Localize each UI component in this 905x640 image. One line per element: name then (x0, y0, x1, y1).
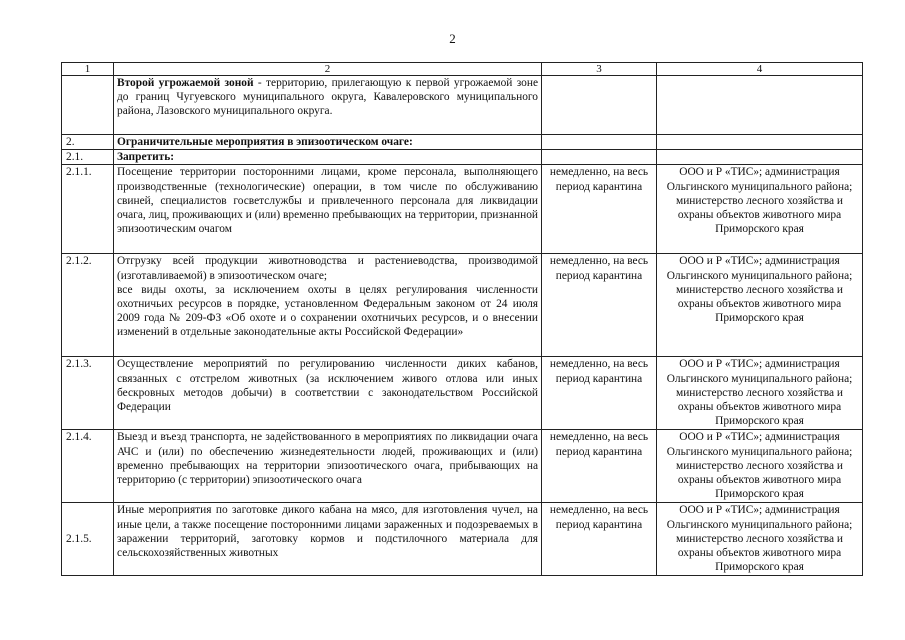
measures-table (61, 62, 863, 576)
table-row (62, 76, 863, 135)
measure-text-part1: Отгрузку всей продукции животноводства и растениеводства, производимой (изготавливаемой) в эпизоотическом очаге; (117, 255, 538, 282)
row-number: 2.1.5. (62, 503, 114, 576)
measure-text: Выезд и въезд транспорта, не задействованного в мероприятиях по ликвидации очага АЧС и (или) по обеспечению жизнедеятельности людей, проживающих и (или) временно пребывающих на территории эпизоотического очага, прибывающих на территорию (с территории) эпизоотического очага (114, 430, 542, 503)
responsible-text: ООО и Р «ТИС»; администрация Ольгинского муниципального района; министерство лесного хозяйства и охраны объектов животного мира Приморского края (657, 357, 863, 430)
measure-text: Иные мероприятия по заготовке дикого кабана на мясо, для изготовления чучел, на иные цели, а также посещение посторонними лицами зараженных и подозреваемых в заражении территорий, заготовку кормов и подстилочного материала для сельскохозяйственных животных (114, 503, 542, 576)
responsible-text: ООО и Р «ТИС»; администрация Ольгинского муниципального района; министерство лесного хозяйства и охраны объектов животного мира Приморского края (657, 254, 863, 357)
measure-text (114, 254, 542, 357)
row-number: 2.1. (62, 150, 114, 165)
header-col-3: 3 (542, 63, 657, 76)
header-col-1: 1 (62, 63, 114, 76)
table-row (62, 165, 863, 254)
row-number: 2.1.4. (62, 430, 114, 503)
table-row (62, 135, 863, 150)
term-text: немедленно, на весь период карантина (542, 254, 657, 357)
responsible-text: ООО и Р «ТИС»; администрация Ольгинского муниципального района; министерство лесного хозяйства и охраны объектов животного мира Приморского края (657, 503, 863, 576)
measure-text: Осуществление мероприятий по регулированию численности диких кабанов, связанных с отстрелом животных (за исключением живого отлова или иных бескровных методов добычи) в соответствии с законодательством Российской Федерации (114, 357, 542, 430)
term-text: немедленно, на весь период карантина (542, 357, 657, 430)
subsection-title: Запретить: (114, 150, 542, 165)
responsible-text: ООО и Р «ТИС»; администрация Ольгинского муниципального района; министерство лесного хозяйства и охраны объектов животного мира Приморского края (657, 165, 863, 254)
row-number: 2. (62, 135, 114, 150)
page-number: 2 (449, 31, 456, 46)
table-row (62, 357, 863, 430)
second-zone-text: - территорию, прилегающую к первой угрожаемой зоне до границ Чугуевского муниципального округа, Кавалеровского муниципального района, Лазовского муниципального округа. (117, 77, 538, 118)
header-col-4: 4 (657, 63, 863, 76)
term-text: немедленно, на весь период карантина (542, 165, 657, 254)
table-header-row (62, 63, 863, 76)
measure-text: Посещение территории посторонними лицами, кроме персонала, выполняющего производственные (технологические) операции, в том числе по обслуживанию свиней, специалистов госветслужбы и привлеченного персонала для ликвидации очага, лиц, проживающих и (или) временно пребывающих на территории, признанной эпизоотическим очагом (114, 165, 542, 254)
row-number: 2.1.3. (62, 357, 114, 430)
row-number: 2.1.2. (62, 254, 114, 357)
table-row (62, 503, 863, 576)
table-row (62, 254, 863, 357)
section-title: Ограничительные мероприятия в эпизоотическом очаге: (114, 135, 542, 150)
measure-text-part2: все виды охоты, за исключением охоты в целях регулирования численности охотничьих ресурсов в порядке, установленном Федеральным законом от 24 июля 2009 года № 209-ФЗ «Об охоте и о сохранении охотничьих ресурсов, и о внесении изменений в отдельные законодательные акты Российской Федерации» (117, 283, 538, 339)
row-number: 2.1.1. (62, 165, 114, 254)
table-row (62, 150, 863, 165)
second-zone-term: Второй угрожаемой зоной (117, 77, 254, 89)
second-zone-definition (114, 76, 542, 135)
term-text: немедленно, на весь период карантина (542, 430, 657, 503)
responsible-text: ООО и Р «ТИС»; администрация Ольгинского муниципального района; министерство лесного хозяйства и охраны объектов животного мира Приморского края (657, 430, 863, 503)
header-col-2: 2 (114, 63, 542, 76)
term-text: немедленно, на весь период карантина (542, 503, 657, 576)
table-row (62, 430, 863, 503)
